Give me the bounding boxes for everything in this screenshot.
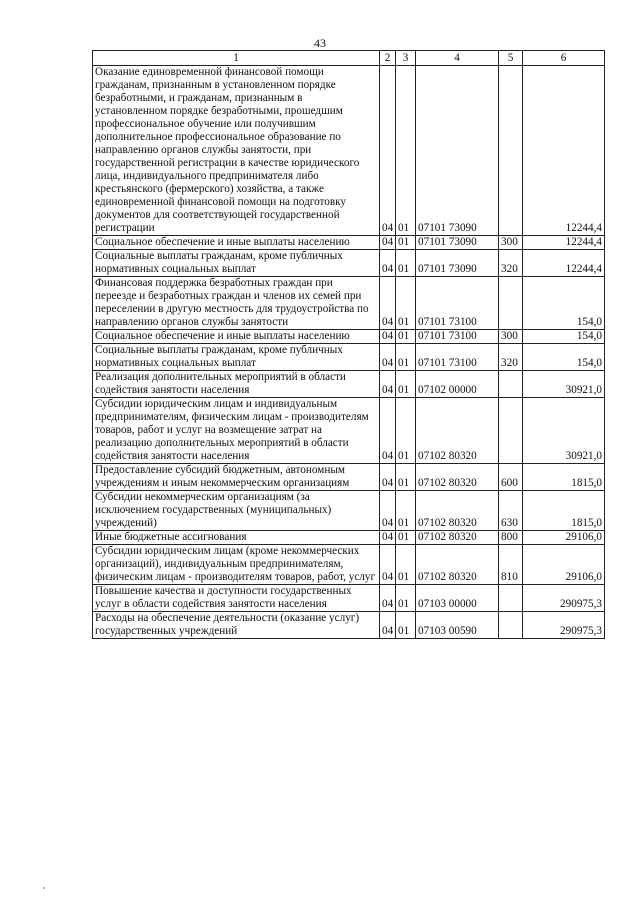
budget-table [92, 50, 605, 639]
row-name: Субсидии юридическим лицам (кроме некоммерческих организаций), индивидуальным предпринимателям, физическим лицам - производителям товаров, работ, услуг [93, 545, 380, 585]
column-header-2: 2 [380, 51, 396, 66]
row-section: 04 [380, 371, 396, 398]
row-target-article: 07102 00000 [416, 371, 499, 398]
row-name: Оказание единовременной финансовой помощи гражданам, признанным в установленном порядке безработными, и гражданам, признанным в установленном порядке безработными, прошедшим профессиональное обучение или получившим дополнительное профессиональное образование по направлению органов службы занятости, при государственной регистрации в качестве юридического лица, индивидуального предпринимателя либо крестьянского (фермерского) хозяйства, а также единовременной финансовой помощи на подготовку документов для соответствующей государственной регистрации [93, 66, 380, 236]
row-name: Финансовая поддержка безработных граждан при переезде и безработных граждан и членов их семей при переселении в другую местность для трудоустройства по направлению органов службы занятости [93, 277, 380, 330]
table-row [93, 330, 605, 344]
row-name: Расходы на обеспечение деятельности (оказание услуг) государственных учреждений [93, 612, 380, 639]
row-subsection: 01 [396, 464, 416, 491]
row-subsection: 01 [396, 612, 416, 639]
row-target-article: 07101 73090 [416, 250, 499, 277]
row-section: 04 [380, 277, 396, 330]
row-section: 04 [380, 236, 396, 250]
row-sum: 154,0 [523, 344, 605, 371]
column-header-3: 3 [396, 51, 416, 66]
column-header-5: 5 [499, 51, 523, 66]
row-target-article: 07101 73100 [416, 330, 499, 344]
row-section: 04 [380, 330, 396, 344]
table-row [93, 464, 605, 491]
row-sum: 1815,0 [523, 464, 605, 491]
row-sum: 12244,4 [523, 66, 605, 236]
row-subsection: 01 [396, 344, 416, 371]
column-header-1: 1 [93, 51, 380, 66]
row-subsection: 01 [396, 398, 416, 464]
column-header-6: 6 [523, 51, 605, 66]
row-expense-type [499, 585, 523, 612]
row-section: 04 [380, 464, 396, 491]
row-target-article: 07103 00590 [416, 612, 499, 639]
row-name: Предоставление субсидий бюджетным, автономным учреждениям и иным некоммерческим организациям [93, 464, 380, 491]
table-row [93, 371, 605, 398]
row-name: Иные бюджетные ассигнования [93, 531, 380, 545]
row-expense-type: 320 [499, 250, 523, 277]
row-section: 04 [380, 545, 396, 585]
row-expense-type [499, 66, 523, 236]
row-subsection: 01 [396, 585, 416, 612]
row-expense-type: 300 [499, 236, 523, 250]
table-header-row [93, 51, 605, 66]
row-target-article: 07101 73100 [416, 277, 499, 330]
row-sum: 290975,3 [523, 612, 605, 639]
row-target-article: 07102 80320 [416, 464, 499, 491]
row-sum: 12244,4 [523, 236, 605, 250]
row-section: 04 [380, 66, 396, 236]
row-sum: 29106,0 [523, 545, 605, 585]
row-sum: 154,0 [523, 330, 605, 344]
row-target-article: 07102 80320 [416, 531, 499, 545]
row-expense-type: 800 [499, 531, 523, 545]
row-expense-type: 600 [499, 464, 523, 491]
row-name: Реализация дополнительных мероприятий в области содействия занятости населения [93, 371, 380, 398]
row-subsection: 01 [396, 491, 416, 531]
row-subsection: 01 [396, 236, 416, 250]
row-expense-type [499, 277, 523, 330]
row-name: Повышение качества и доступности государственных услуг в области содействия занятости населения [93, 585, 380, 612]
row-section: 04 [380, 585, 396, 612]
scan-speck [43, 887, 45, 889]
row-section: 04 [380, 612, 396, 639]
row-name: Социальные выплаты гражданам, кроме публичных нормативных социальных выплат [93, 250, 380, 277]
row-sum: 30921,0 [523, 371, 605, 398]
row-target-article: 07101 73100 [416, 344, 499, 371]
row-name: Субсидии юридическим лицам и индивидуальным предпринимателям, физическим лицам - производителям товаров, работ и услуг на возмещение затрат на реализацию дополнительных мероприятий в области содействия занятости населения [93, 398, 380, 464]
row-target-article: 07103 00000 [416, 585, 499, 612]
row-expense-type: 630 [499, 491, 523, 531]
row-name: Социальные выплаты гражданам, кроме публичных нормативных социальных выплат [93, 344, 380, 371]
row-subsection: 01 [396, 277, 416, 330]
table-row [93, 236, 605, 250]
row-subsection: 01 [396, 250, 416, 277]
row-subsection: 01 [396, 545, 416, 585]
row-expense-type: 810 [499, 545, 523, 585]
row-name: Субсидии некоммерческим организациям (за исключением государственных (муниципальных) учреждений) [93, 491, 380, 531]
row-section: 04 [380, 398, 396, 464]
row-sum: 1815,0 [523, 491, 605, 531]
row-expense-type [499, 371, 523, 398]
table-row [93, 491, 605, 531]
table-row [93, 66, 605, 236]
table-row [93, 612, 605, 639]
row-target-article: 07102 80320 [416, 398, 499, 464]
row-target-article: 07102 80320 [416, 545, 499, 585]
row-section: 04 [380, 344, 396, 371]
row-section: 04 [380, 491, 396, 531]
row-name: Социальное обеспечение и иные выплаты населению [93, 236, 380, 250]
row-section: 04 [380, 250, 396, 277]
row-subsection: 01 [396, 371, 416, 398]
row-sum: 12244,4 [523, 250, 605, 277]
row-target-article: 07101 73090 [416, 236, 499, 250]
row-sum: 290975,3 [523, 585, 605, 612]
row-expense-type [499, 398, 523, 464]
row-subsection: 01 [396, 531, 416, 545]
row-target-article: 07102 80320 [416, 491, 499, 531]
row-subsection: 01 [396, 330, 416, 344]
table-row [93, 531, 605, 545]
row-section: 04 [380, 531, 396, 545]
table-row [93, 250, 605, 277]
table-row [93, 277, 605, 330]
row-sum: 30921,0 [523, 398, 605, 464]
row-expense-type [499, 612, 523, 639]
table-row [93, 545, 605, 585]
row-expense-type: 300 [499, 330, 523, 344]
table-row [93, 344, 605, 371]
table-row [93, 398, 605, 464]
column-header-4: 4 [416, 51, 499, 66]
page-number: 43 [314, 36, 326, 50]
row-subsection: 01 [396, 66, 416, 236]
row-expense-type: 320 [499, 344, 523, 371]
row-sum: 29106,0 [523, 531, 605, 545]
table-row [93, 585, 605, 612]
row-sum: 154,0 [523, 277, 605, 330]
row-target-article: 07101 73090 [416, 66, 499, 236]
row-name: Социальное обеспечение и иные выплаты населению [93, 330, 380, 344]
